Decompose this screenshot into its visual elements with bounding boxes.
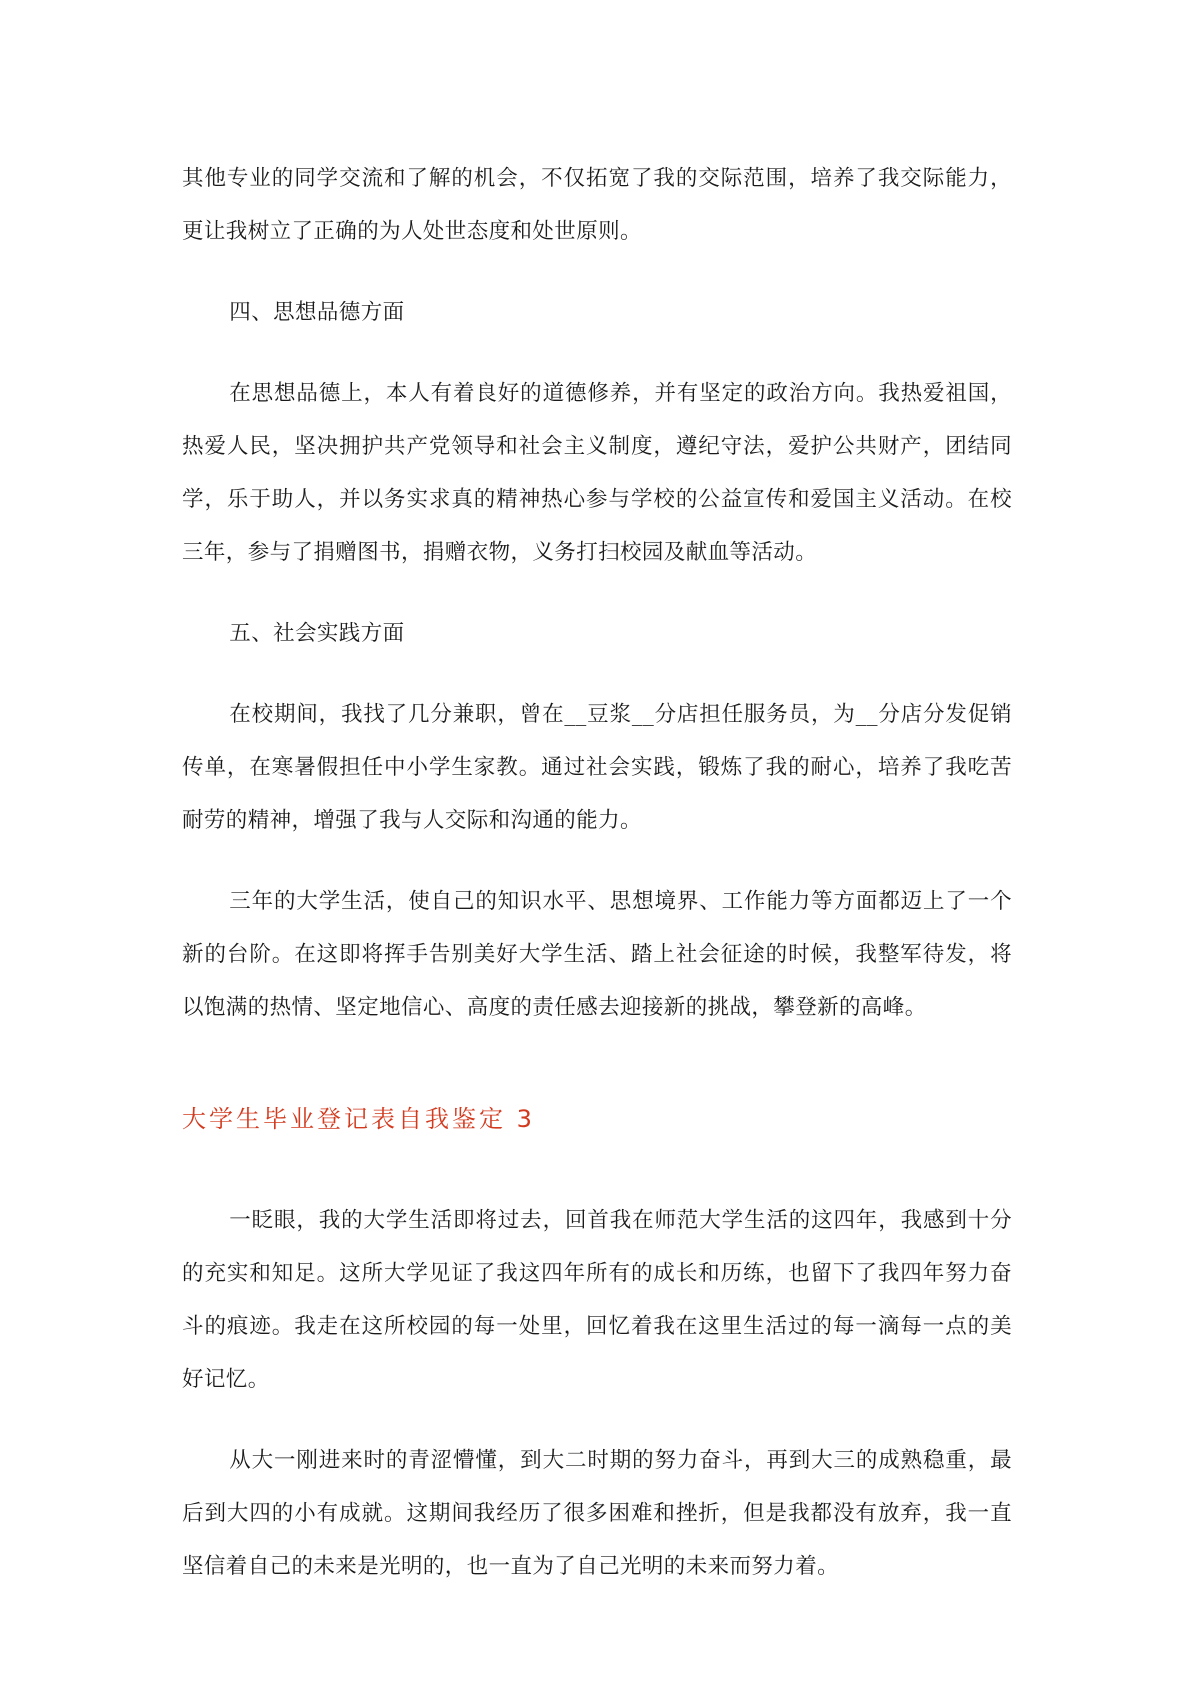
section-title-practice: 五、社会实践方面 bbox=[229, 621, 405, 646]
section-body-moral: 在思想品德上，本人有着良好的道德修养，并有坚定的政治方向。我热爱祖国，热爱人民，坚决拥护共产党领导和社会主义制度，遵纪守法，爱护公共财产，团结同学，乐于助人，并以务实求真的精神热心参与学校的公益宣传和爱国主义活动。在校三年，参与了捐赠图书，捐赠衣物，义务打扫校园及献血等活动。 bbox=[182, 381, 1012, 565]
section-title-moral: 四、思想品德方面 bbox=[229, 300, 405, 325]
continued-paragraph: 其他专业的同学交流和了解的机会，不仅拓宽了我的交际范围，培养了我交际能力，更让我树立了正确的为人处世态度和处世原则。 bbox=[182, 166, 1012, 244]
conclusion-paragraph: 三年的大学生活，使自己的知识水平、思想境界、工作能力等方面都迈上了一个新的台阶。在这即将挥手告别美好大学生活、踏上社会征途的时候，我整军待发，将以饱满的热情、坚定地信心、高度的责任感去迎接新的挑战，攀登新的高峰。 bbox=[182, 889, 1012, 1020]
essay3-paragraph-1: 一眨眼，我的大学生活即将过去，回首我在师范大学生活的这四年，我感到十分的充实和知足。这所大学见证了我这四年所有的成长和历练，也留下了我四年努力奋斗的痕迹。我走在这所校园的每一处里，回忆着我在这里生活过的每一滴每一点的美好记忆。 bbox=[182, 1208, 1012, 1392]
section-body-practice: 在校期间，我找了几分兼职，曾在__豆浆__分店担任服务员，为__分店分发促销传单，在寒暑假担任中小学生家教。通过社会实践，锻炼了我的耐心，培养了我吃苦耐劳的精神，增强了我与人交际和沟通的能力。 bbox=[182, 702, 1012, 833]
essay-heading-3: 大学生毕业登记表自我鉴定 3 bbox=[182, 1105, 535, 1133]
document-body bbox=[182, 152, 1012, 1593]
essay3-paragraph-2: 从大一刚进来时的青涩懵懂，到大二时期的努力奋斗，再到大三的成熟稳重，最后到大四的小有成就。这期间我经历了很多困难和挫折，但是我都没有放弃，我一直坚信着自己的未来是光明的，也一直为了自己光明的未来而努力着。 bbox=[182, 1448, 1012, 1579]
